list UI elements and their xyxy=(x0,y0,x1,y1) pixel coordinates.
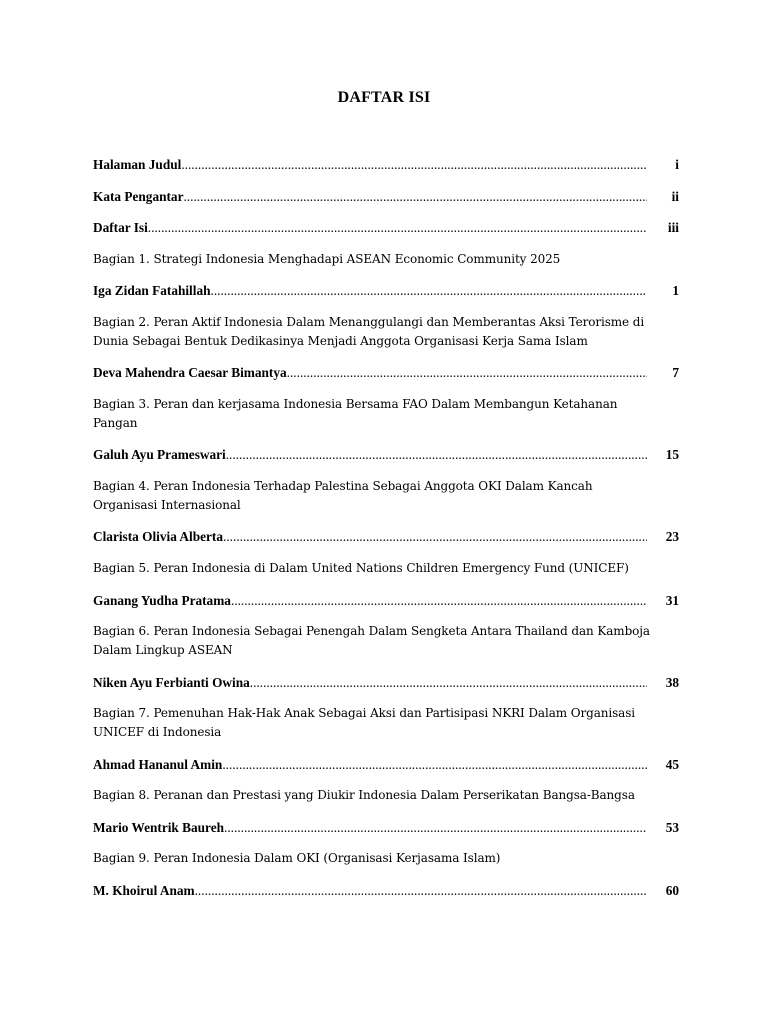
section-description xyxy=(93,477,679,515)
dot-leader xyxy=(287,363,647,383)
toc-entry-label: Kata Pengantar xyxy=(93,189,184,204)
section-description xyxy=(93,559,679,578)
section-description xyxy=(93,849,679,868)
section-description xyxy=(93,786,679,805)
toc-row-halaman-judul[interactable] xyxy=(93,155,679,175)
section-description-line: Bagian 6. Peran Indonesia Sebagai Penengah Dalam Sengketa Antara Thailand dan Kamboja xyxy=(93,624,650,638)
toc-row-author[interactable] xyxy=(93,363,679,383)
page-title: DAFTAR ISI xyxy=(337,89,431,106)
dot-leader xyxy=(222,755,647,775)
toc-row-author[interactable] xyxy=(93,591,679,611)
toc-page-number: iii xyxy=(667,220,679,235)
toc-row-author[interactable] xyxy=(93,755,679,775)
toc-page-number: i xyxy=(675,157,679,172)
section-description xyxy=(93,622,679,660)
section-description-line: Bagian 9. Peran Indonesia Dalam OKI (Organisasi Kerjasama Islam) xyxy=(93,851,501,865)
section-description-line: Bagian 4. Peran Indonesia Terhadap Palestina Sebagai Anggota OKI Dalam Kancah xyxy=(93,479,593,493)
dot-leader xyxy=(223,527,647,547)
section-description-line: Bagian 3. Peran dan kerjasama Indonesia Bersama FAO Dalam Membangun Ketahanan xyxy=(93,397,618,411)
toc-author-name: M. Khoirul Anam xyxy=(93,883,195,898)
toc-page-number: 15 xyxy=(665,447,679,462)
toc-author-name: Ganang Yudha Pratama xyxy=(93,593,231,608)
toc-page-number: 23 xyxy=(665,529,679,544)
toc-page-number: 7 xyxy=(672,365,679,380)
toc-page-number: 45 xyxy=(665,757,679,772)
dot-leader xyxy=(224,818,647,838)
toc-page-number: ii xyxy=(671,189,679,204)
dot-leader xyxy=(211,281,648,301)
toc-author-name: Clarista Olivia Alberta xyxy=(93,529,224,544)
toc-author-name: Iga Zidan Fatahillah xyxy=(93,283,211,298)
toc-entry-label: Halaman Judul xyxy=(93,157,182,172)
section-description xyxy=(93,395,679,433)
section-description-line: UNICEF di Indonesia xyxy=(93,725,222,739)
dot-leader xyxy=(181,155,647,175)
toc-author-name: Niken Ayu Ferbianti Owina xyxy=(93,675,250,690)
toc-row-author[interactable] xyxy=(93,527,679,547)
dot-leader xyxy=(226,445,647,465)
toc-author-name: Deva Mahendra Caesar Bimantya xyxy=(93,365,287,380)
toc-author-name: Galuh Ayu Prameswari xyxy=(93,447,226,462)
section-description-line: Dalam Lingkup ASEAN xyxy=(93,643,233,657)
section-description-line: Dunia Sebagai Bentuk Dedikasinya Menjadi Anggota Organisasi Kerja Sama Islam xyxy=(93,334,588,348)
toc-row-author[interactable] xyxy=(93,673,679,693)
dot-leader xyxy=(231,591,647,611)
toc-entry-label: Daftar Isi xyxy=(93,220,148,235)
toc-row-author[interactable] xyxy=(93,281,679,301)
toc-page-number: 53 xyxy=(665,820,679,835)
section-description-line: Bagian 2. Peran Aktif Indonesia Dalam Menanggulangi dan Memberantas Aksi Terorisme di xyxy=(93,315,645,329)
toc-page-number: 31 xyxy=(665,593,679,608)
toc-author-name: Ahmad Hananul Amin xyxy=(93,757,223,772)
section-description xyxy=(93,704,679,742)
section-description xyxy=(93,250,679,269)
dot-leader xyxy=(148,218,647,238)
section-description-line: Bagian 5. Peran Indonesia di Dalam United Nations Children Emergency Fund (UNICEF) xyxy=(93,561,629,575)
toc-page-number: 38 xyxy=(665,675,679,690)
section-description-line: Pangan xyxy=(93,416,138,430)
section-description-line: Bagian 7. Pemenuhan Hak-Hak Anak Sebagai Aksi dan Partisipasi NKRI Dalam Organisasi xyxy=(93,706,636,720)
toc-row-kata-pengantar[interactable] xyxy=(93,187,679,207)
section-description-line: Organisasi Internasional xyxy=(93,498,241,512)
section-description-line: Bagian 8. Peranan dan Prestasi yang Diukir Indonesia Dalam Perserikatan Bangsa-Bangsa xyxy=(93,788,635,802)
toc-row-author[interactable] xyxy=(93,818,679,838)
toc-row-daftar-isi[interactable] xyxy=(93,218,679,238)
dot-leader xyxy=(195,881,647,901)
toc-row-author[interactable] xyxy=(93,881,679,901)
toc-page-number: 60 xyxy=(665,883,679,898)
toc-page-number: 1 xyxy=(672,283,679,298)
toc-row-author[interactable] xyxy=(93,445,679,465)
dot-leader xyxy=(183,187,647,207)
section-description xyxy=(93,313,679,351)
toc-author-name: Mario Wentrik Baureh xyxy=(93,820,225,835)
section-description-line: Bagian 1. Strategi Indonesia Menghadapi ASEAN Economic Community 2025 xyxy=(93,252,561,266)
dot-leader xyxy=(250,673,647,693)
